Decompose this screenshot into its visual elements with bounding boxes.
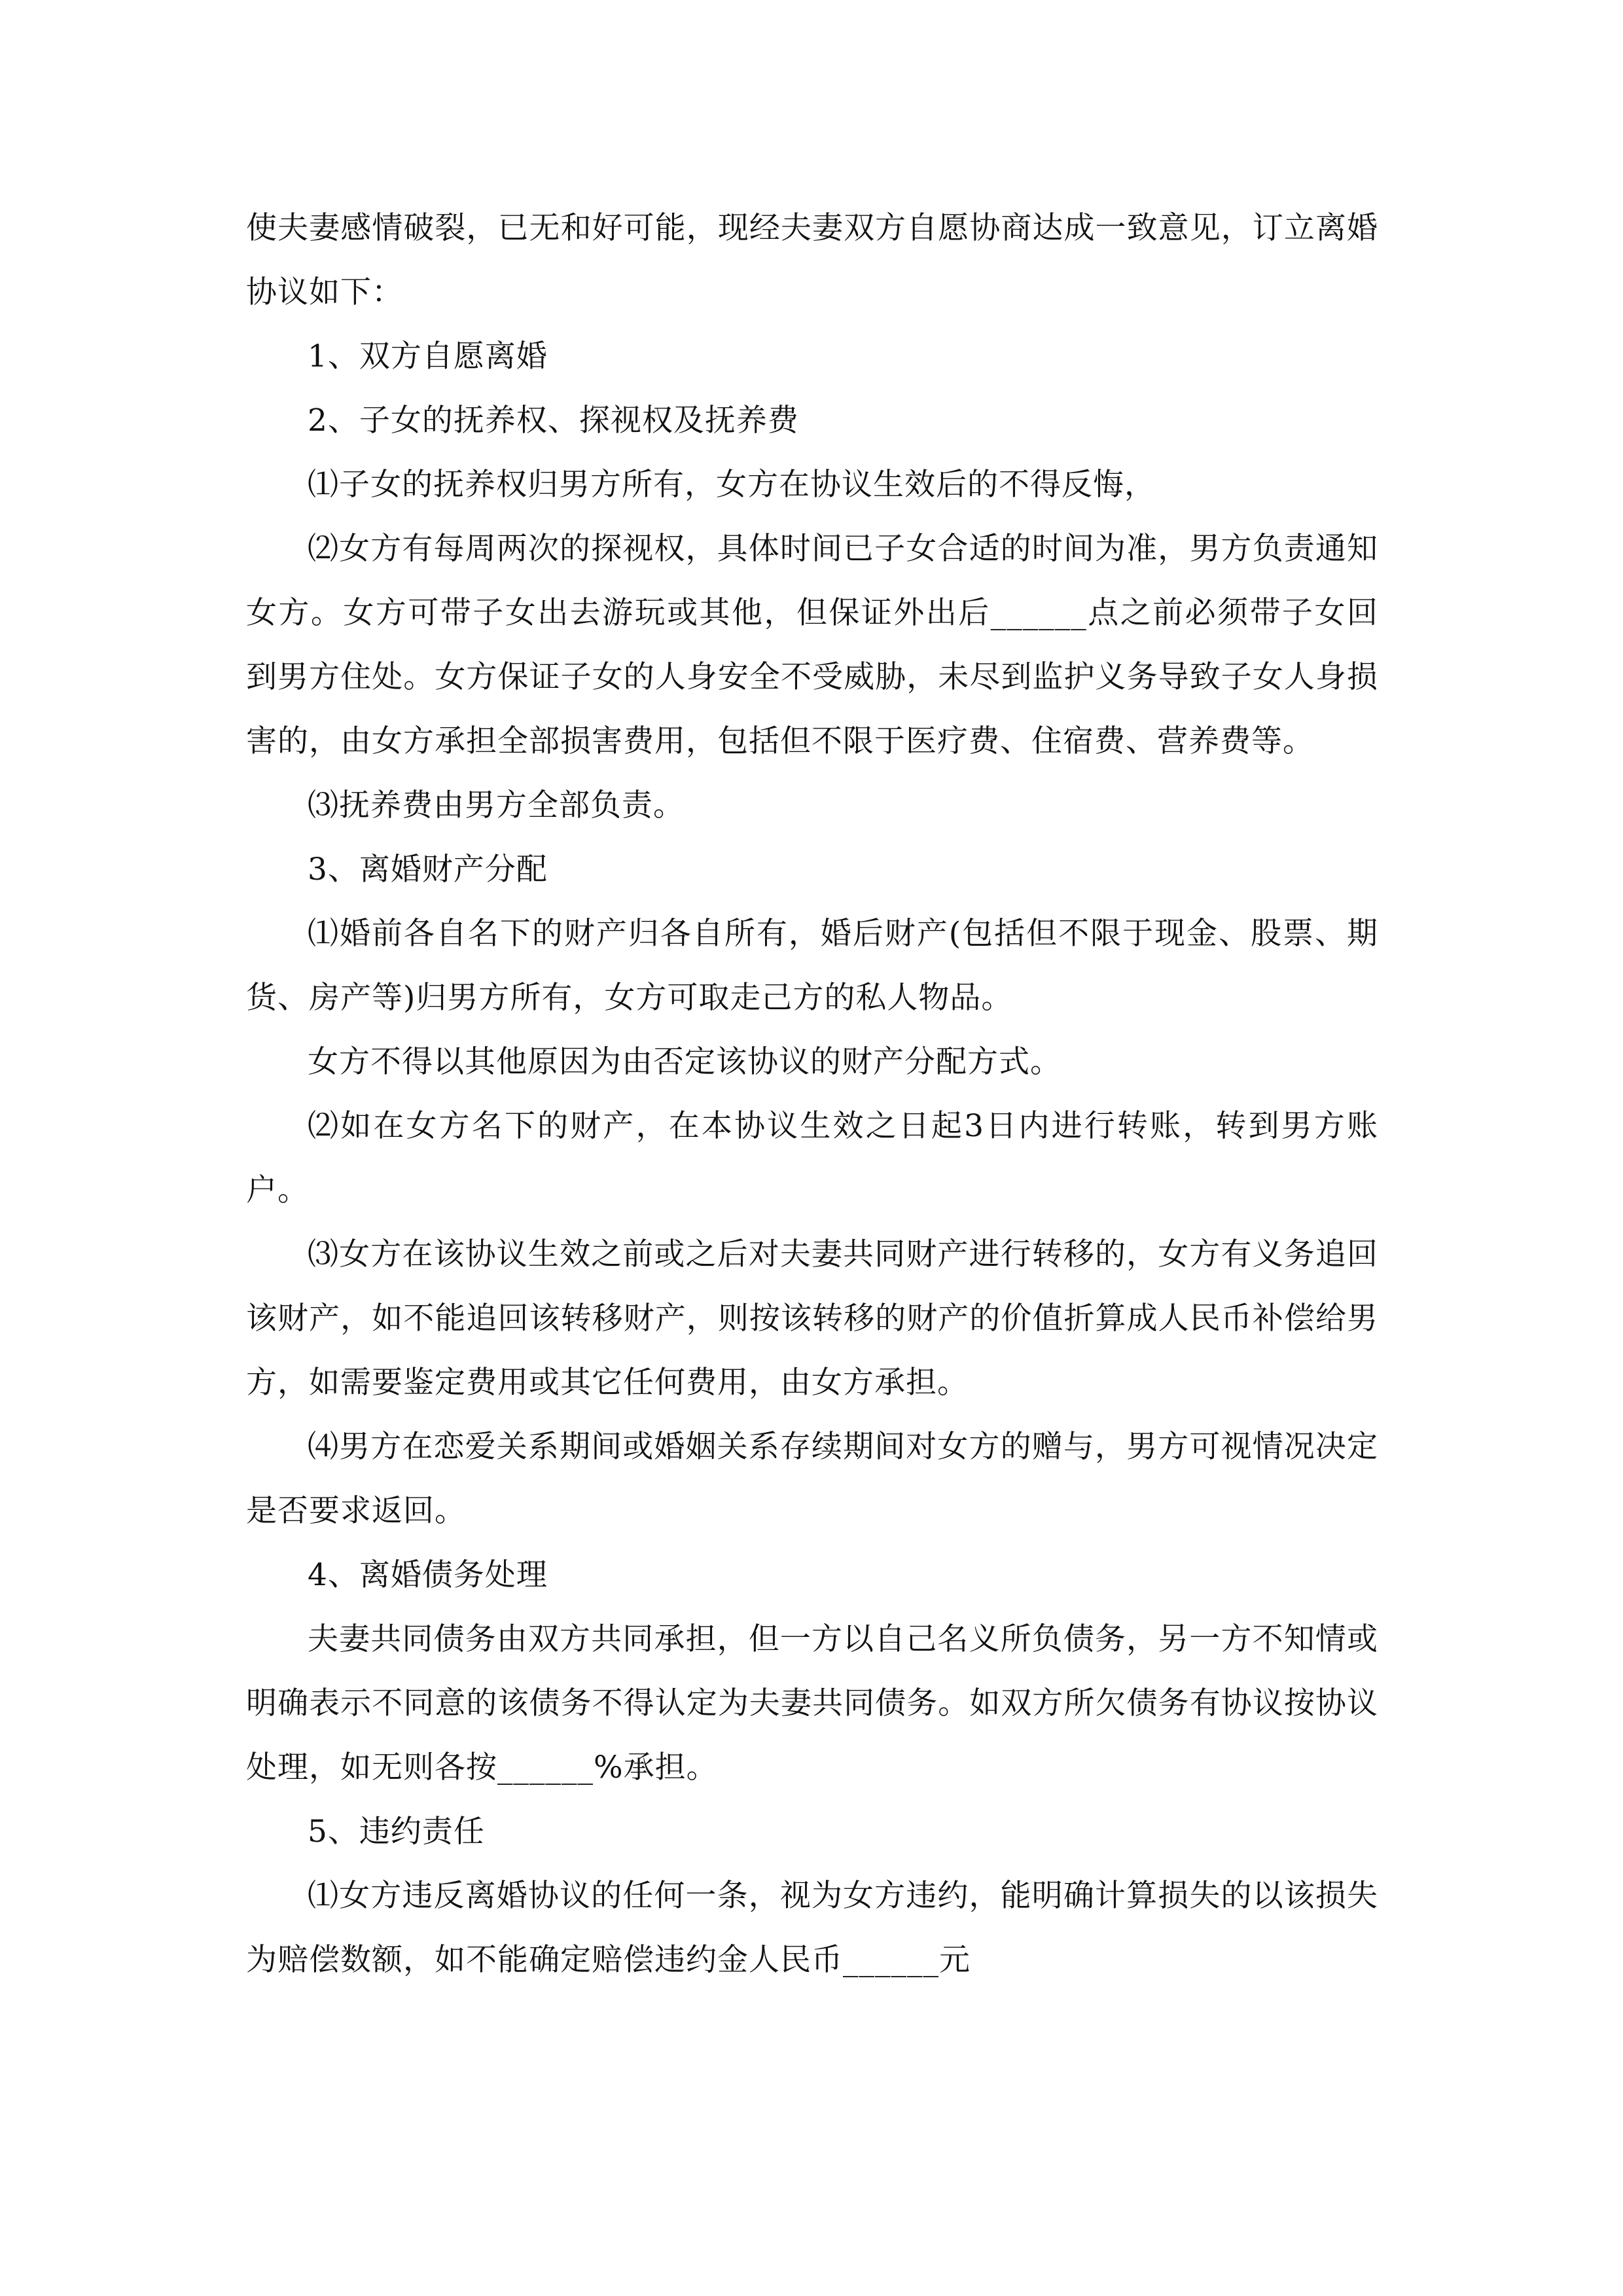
clause-2-1: ⑴子女的抚养权归男方所有，女方在协议生效后的不得反悔， [308,467,1156,503]
clause-3-3: ⑶女方在该协议生效之前或之后对夫妻共同财产进行转移的，女方有义务追回该财产，如不能追回该转移财产，则按该转移的财产的价值折算成人民币补偿给男方，如需要鉴定费用或其它任何费用，由女方承担。 [246,1236,1378,1401]
clause-3-4: ⑷男方在恋爱关系期间或婚姻关系存续期间对女方的赠与，男方可视情况决定是否要求返回。 [246,1429,1378,1529]
clause-2-2: ⑵女方有每周两次的探视权，具体时间已子女合适的时间为准，男方负责通知女方。女方可带子女出去游玩或其他，但保证外出后______点之前必须带子女回到男方住处。女方保证子女的人身安全不受威胁，未尽到监护义务导致子女人身损害的，由女方承担全部损害费用，包括但不限于医疗费、住宿费、营养费等。 [246,531,1378,759]
paragraph-intro: 使夫妻感情破裂，已无和好可能，现经夫妻双方自愿协商达成一致意见，订立离婚协议如下： [246,210,1378,310]
clause-3-2: ⑵如在女方名下的财产，在本协议生效之日起3日内进行转账，转到男方账户。 [246,1108,1378,1208]
clause-4: 夫妻共同债务由双方共同承担，但一方以自己名义所负债务，另一方不知情或明确表示不同意的该债务不得认定为夫妻共同债务。如双方所欠债务有协议按协议处理，如无则各按______%承担。 [246,1621,1378,1785]
heading-1: 1、双方自愿离婚 [308,338,548,374]
heading-2: 2、子女的抚养权、探视权及抚养费 [308,403,799,439]
heading-3: 3、离婚财产分配 [308,852,548,888]
heading-4: 4、离婚债务处理 [308,1557,548,1593]
clause-3-1: ⑴婚前各自名下的财产归各自所有，婚后财产(包括但不限于现金、股票、期货、房产等)归男方所有，女方可取走己方的私人物品。 [246,916,1378,1016]
clause-3-note: 女方不得以其他原因为由否定该协议的财产分配方式。 [308,1044,1061,1080]
document-body [246,196,1378,1992]
clause-5-1: ⑴女方违反离婚协议的任何一条，视为女方违约，能明确计算损失的以该损失为赔偿数额，如不能确定赔偿违约金人民币______元 [246,1878,1378,1978]
clause-2-3: ⑶抚养费由男方全部负责。 [308,787,685,823]
heading-5: 5、违约责任 [308,1814,485,1850]
